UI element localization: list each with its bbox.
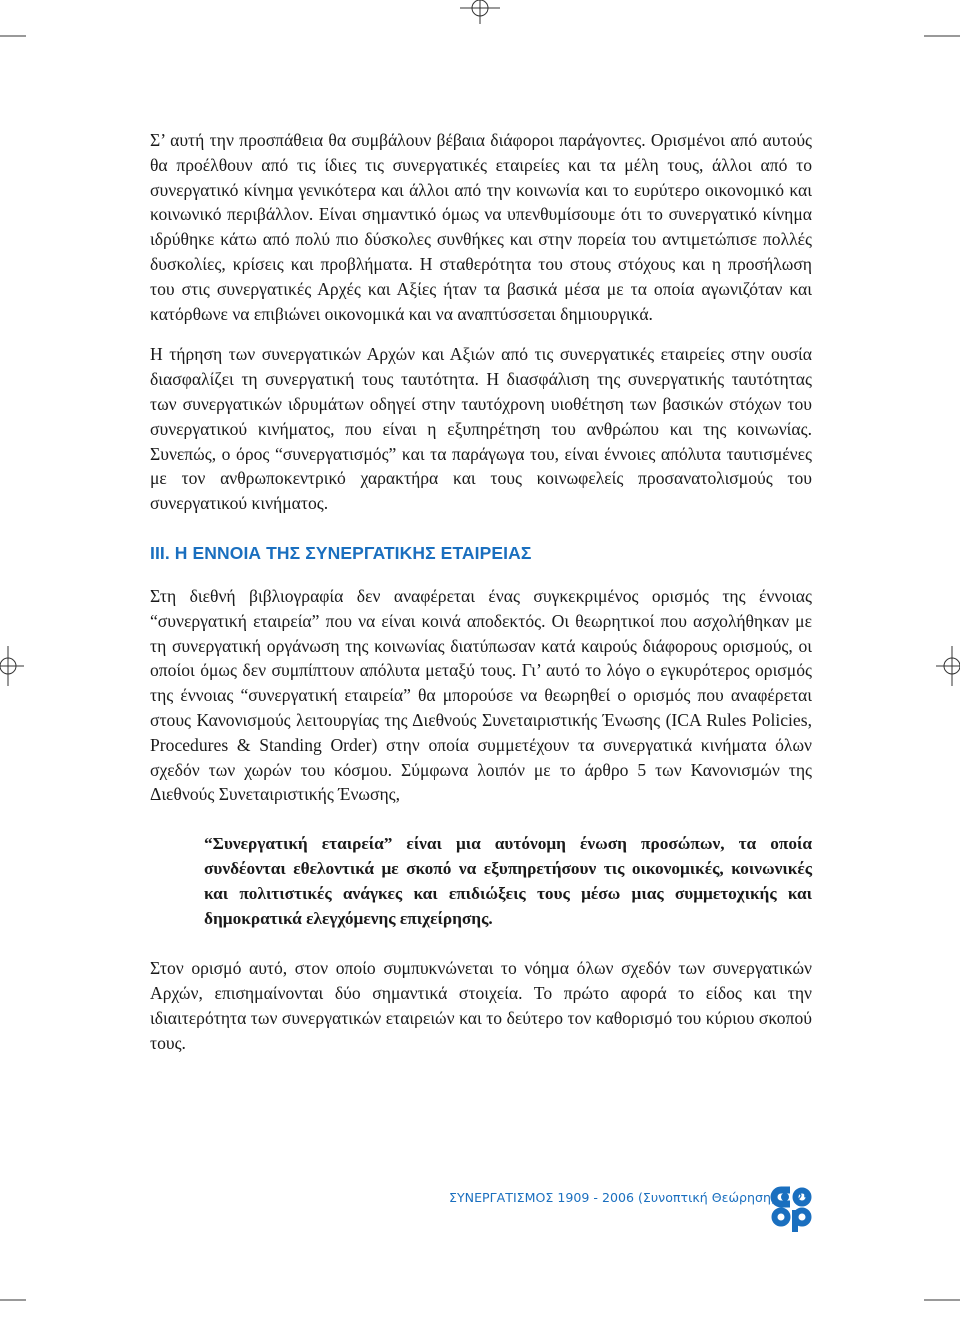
page-body <box>150 128 812 1056</box>
coop-logo <box>770 1186 814 1232</box>
crop-mark-bottom-right <box>920 1296 960 1333</box>
paragraph-4: Στον ορισμό αυτό, στον οποίο συμπυκνώνεται το νόημα όλων σχεδόν των συνεργατικών Αρχών, επισημαίνονται δύο σημαντικά στοιχεία. Το πρώτο αφορά το είδος και την ιδιαιτερότητα των συνεργατικών εταιρειών και το δεύτερο τον καθορισμό του κύριου σκοπού τους. <box>150 958 812 1053</box>
crop-mark-top-left <box>0 0 30 40</box>
paragraph-3: Στη διεθνή βιβλιογραφία δεν αναφέρεται ένας συγκεκριμένος ορισμός της έννοιας “συνεργατική εταιρεία” που να είναι κοινά αποδεκτός. Οι θεωρητικοί που ασχολήθηκαν με τη συνεργατική οργάνωση της κοινωνίας διατύπωσαν κατά καιρούς διάφορους ορισμούς, οι οποίοι όμως δεν συμπίπτουν απόλυτα μεταξύ τους. Γι’ αυτό το λόγο ο εγκυρότερος ορισμός της έννοιας “συνεργατική εταιρεία” θα μπορούσε να θεωρηθεί ο ορισμός που αναφέρεται στους Κανονισμούς λειτουργίας της Διεθνούς Συνεταιριστικής Ένωσης (ICA Rules Policies, Procedures & Standing Order) στην οποία συμμετέχουν τα συνεργατικά κινήματα όλων σχεδόν των χωρών του κόσμου. Σύμφωνα λοιπόν με το άρθρο 5 των Κανονισμών της Διεθνούς Συνεταιριστικής Ένωσης, <box>150 585 812 805</box>
running-title: ΣΥΝΕΡΓΑΤΙΣΜΟΣ 1909 - 2006 (Συνοπτική Θεώρηση) <box>449 1189 776 1205</box>
registration-mark-right <box>936 646 960 686</box>
registration-mark-top <box>460 0 500 24</box>
definition-quote: “Συνεργατική εταιρεία” είναι μια αυτόνομη ένωση προσώπων, τα οποία συνδέονται εθελοντικά με σκοπό να εξυπηρετήσουν τις οικονομικές, κοινωνικές και πολιτιστικές ανάγκες και επιδιώξεις τους μέσω μιας συμμετοχικής και δημοκρατικά ελεγχόμενης επιχείρησης. <box>204 834 812 928</box>
crop-mark-bottom-left <box>0 1296 30 1333</box>
registration-mark-left <box>0 646 24 686</box>
paragraph-1: Σ’ αυτή την προσπάθεια θα συμβάλουν βέβαια διάφοροι παράγοντες. Ορισμένοι από αυτούς θα προέλθουν από τις ίδιες τις συνεργατικές εταιρείες και τα μέλη τους, άλλοι από το συνεργατικό κίνημα γενικότερα και άλλοι από την κοινωνία και το ευρύτερο οικονομικό και κοινωνικό περιβάλλον. Είναι σημαντικό όμως να υπενθυμίσουμε ότι το συνεργατικό κίνημα ιδρύθηκε κάτω από πολύ πιο δύσκολες συνθήκες και στην πορεία του αντιμετώπισε πολλές δυσκολίες, κρίσεις και προβλήματα. Η σταθερότητα του στους στόχους και η προσήλωση του στις συνεργατικές Αρχές και Αξίες ήταν τα βασικά μέσα με τα οποία αγωνιζόταν και κατόρθωνε να επιβιώνει οικονομικά και να αναπτύσσεται δημιουργικά. <box>150 130 812 324</box>
page-footer <box>449 1186 811 1208</box>
page-number: 25 <box>794 1189 811 1205</box>
crop-mark-top-right <box>920 0 960 40</box>
section-heading: ΙΙΙ. Η ΕΝΝΟΙΑ ΤΗΣ ΣΥΝΕΡΓΑΤΙΚΗΣ ΕΤΑΙΡΕΙΑΣ <box>150 542 532 563</box>
paragraph-2: Η τήρηση των συνεργατικών Αρχών και Αξιών από τις συνεργατικές εταιρείες στην ουσία διασφαλίζει τη συνεργατική τους ταυτότητα. Η διασφάλιση της συνεργατικής ταυτότητας των συνεργατικών ιδρυμάτων οδηγεί στην ταυτόχρονη υιοθέτηση των βασικών στόχων του συνεργατικού κινήματος, που είναι η εξυπηρέτηση του ανθρώπου και της κοινωνίας. Συνεπώς, ο όρος “συνεργατισμός” και τα παράγωγα του, είναι έννοιες απόλυτα ταυτισμένες με τον ανθρωποκεντρικό χαρακτήρα και τους κοινωφελείς προσανατολισμούς του συνεργατικού κινήματος. <box>150 344 812 514</box>
